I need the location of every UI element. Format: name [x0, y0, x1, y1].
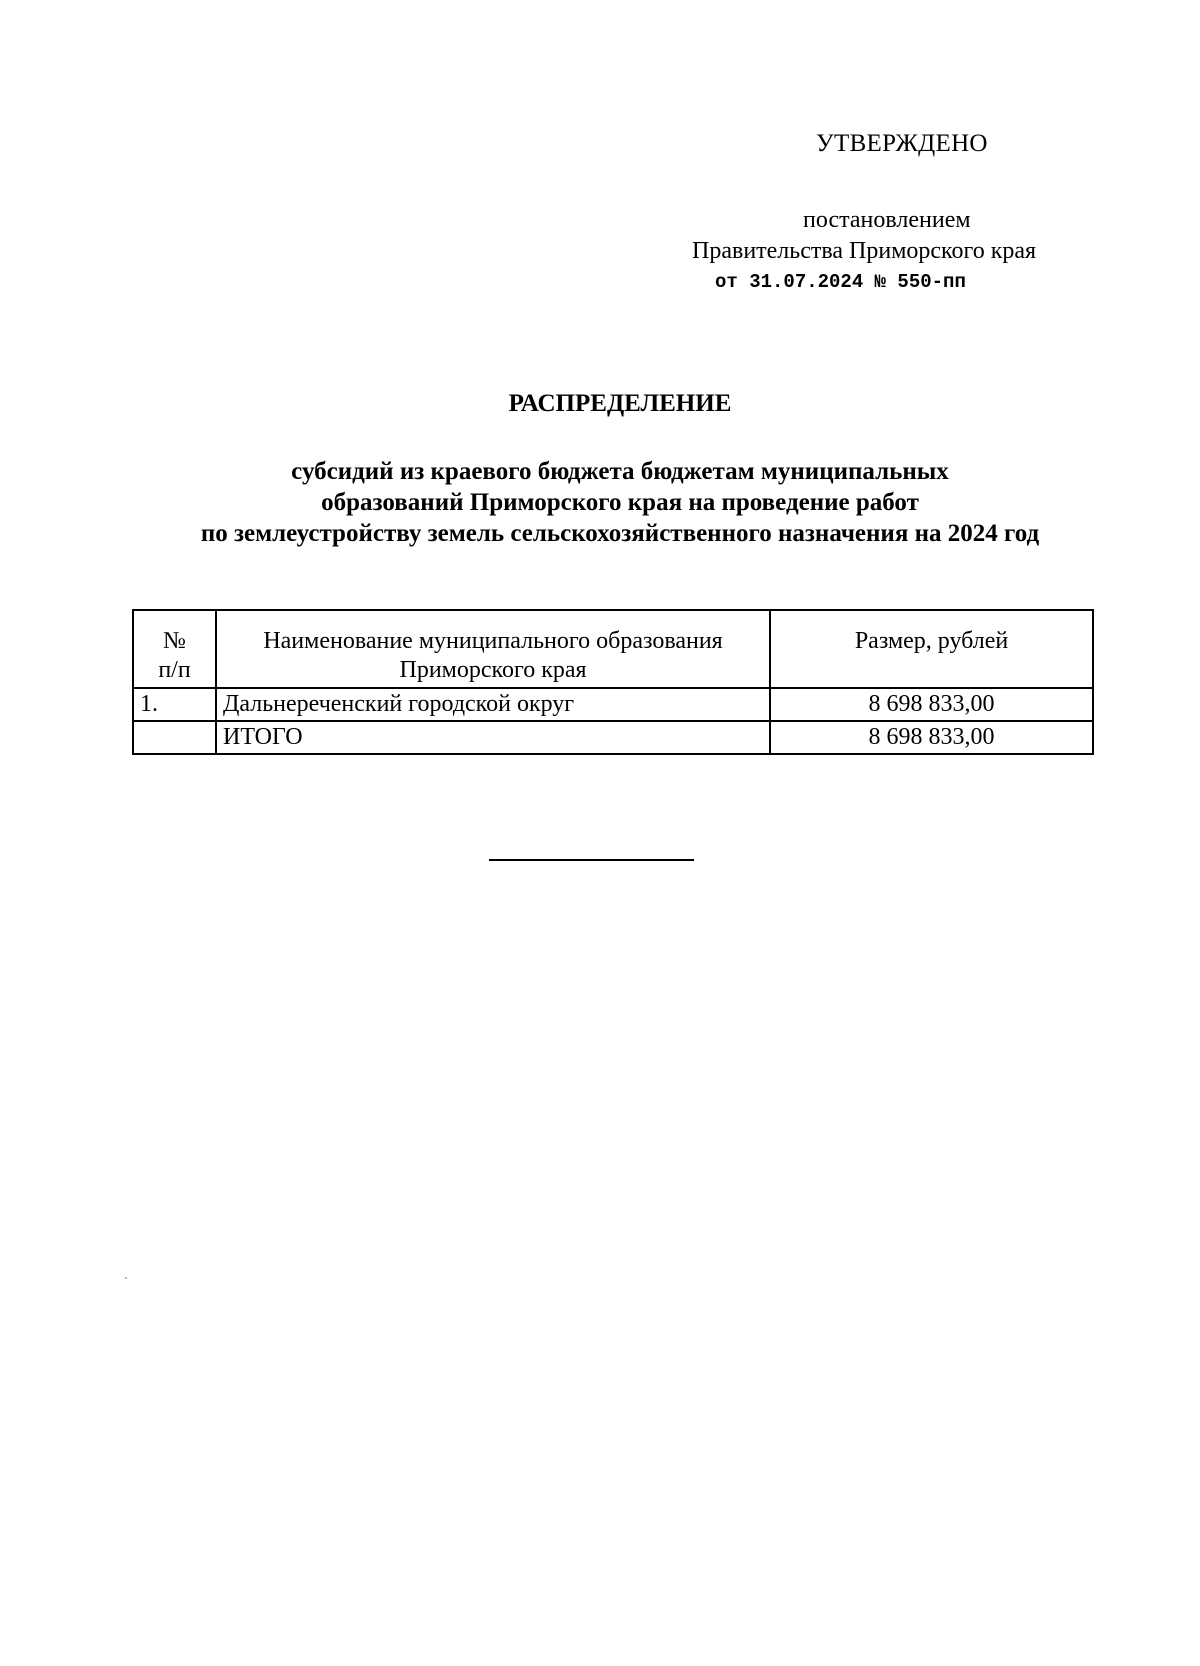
- total-index: [133, 721, 216, 754]
- decree-line-2: Правительства Приморского края: [692, 238, 1037, 264]
- closing-rule: [489, 859, 694, 861]
- row-amount: 8 698 833,00: [770, 688, 1093, 721]
- table-total-row: [133, 721, 1093, 754]
- header-name-line: Приморского края: [399, 657, 587, 683]
- total-amount: 8 698 833,00: [770, 721, 1093, 754]
- total-label: ИТОГО: [216, 721, 770, 754]
- decree-line-1: постановлением: [803, 207, 971, 233]
- document-subtitle: [140, 456, 1100, 549]
- table-header-row: [133, 610, 1093, 688]
- header-name: [216, 610, 770, 688]
- header-number-symbol: №: [163, 628, 186, 654]
- distribution-table: [132, 609, 1094, 755]
- table-row: [133, 688, 1093, 721]
- header-number: [133, 610, 216, 688]
- subtitle-line: по землеустройству земель сельскохозяйственного назначения на 2024 год: [200, 520, 1040, 547]
- decree-stamp: от 31.07.2024 № 550-пп: [715, 271, 966, 293]
- header-number-abbr: п/п: [158, 657, 191, 683]
- scan-speck: [125, 1277, 127, 1279]
- row-index: 1.: [133, 688, 216, 721]
- subtitle-line: образований Приморского края на проведение работ: [321, 489, 919, 516]
- header-amount: [770, 610, 1093, 688]
- subtitle-line: субсидий из краевого бюджета бюджетам муниципальных: [291, 458, 949, 485]
- approved-label: УТВЕРЖДЕНО: [816, 130, 988, 157]
- row-municipality: Дальнереченский городской округ: [216, 688, 770, 721]
- header-name-line: Наименование муниципального образования: [263, 628, 723, 654]
- header-amount-label: Размер, рублей: [854, 628, 1009, 654]
- document-title: РАСПРЕДЕЛЕНИЕ: [508, 390, 732, 417]
